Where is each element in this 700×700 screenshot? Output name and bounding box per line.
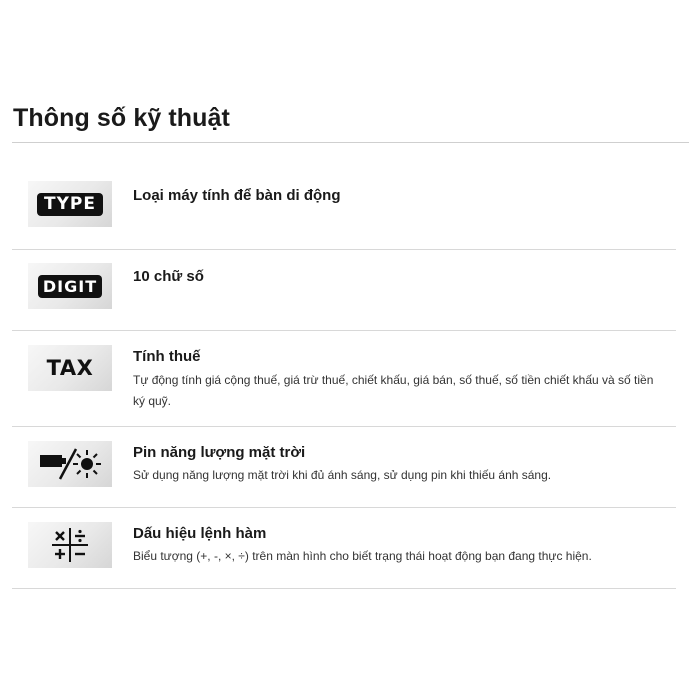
spec-title: Dấu hiệu lệnh hàm	[133, 525, 267, 542]
type-badge-label: TYPE	[37, 193, 103, 216]
digit-badge-label: DIGIT	[38, 275, 102, 298]
page-title: Thông số kỹ thuật	[13, 104, 230, 132]
spec-row-solar	[12, 427, 676, 508]
spec-title: Loại máy tính để bàn di động	[133, 187, 341, 204]
solar-battery-graphic	[38, 447, 102, 481]
operator-symbols-graphic	[50, 526, 90, 564]
tax-icon-label: TAX	[46, 356, 94, 380]
spec-row-type	[12, 169, 676, 250]
type-badge-icon	[28, 181, 112, 227]
spec-title: Pin năng lượng mặt trời	[133, 444, 306, 461]
spec-row-tax	[12, 331, 676, 427]
spec-description: Tự động tính giá cộng thuế, giá trừ thuế, chiết khấu, giá bán, số thuế, số tiền chiết khấu và số tiền ký quỹ.	[133, 373, 654, 408]
spec-title: Tính thuế	[133, 348, 201, 365]
tax-icon	[28, 345, 112, 391]
solar-battery-icon	[28, 441, 112, 487]
spec-title: 10 chữ số	[133, 268, 204, 285]
spec-description: Biểu tượng (+, -, ×, ÷) trên màn hình cho biết trạng thái hoạt động bạn đang thực hiện.	[133, 549, 592, 563]
title-divider	[12, 142, 689, 143]
spec-row-digit	[12, 250, 676, 331]
spec-description: Sử dụng năng lượng mặt trời khi đủ ánh sáng, sử dụng pin khi thiếu ánh sáng.	[133, 468, 552, 482]
digit-badge-icon	[28, 263, 112, 309]
operator-symbols-icon	[28, 522, 112, 568]
spec-row-operators	[12, 508, 676, 589]
